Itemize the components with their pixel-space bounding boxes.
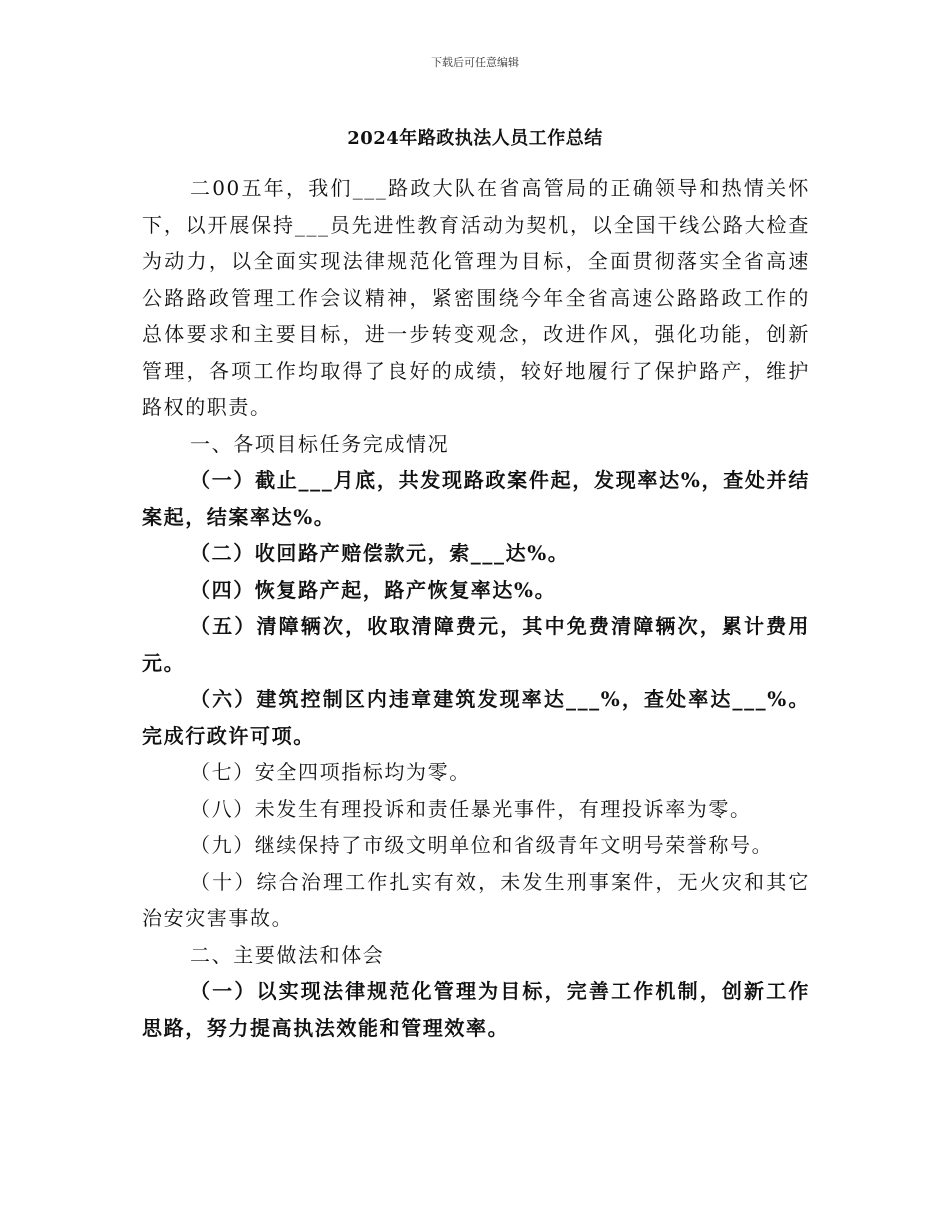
header-note: 下载后可任意编辑 bbox=[431, 56, 519, 69]
list-item-2: （二）收回路产赔偿款元，索___达%。 bbox=[190, 541, 570, 565]
section-heading-1: 一、各项目标任务完成情况 bbox=[190, 431, 450, 456]
method-item-1: （一）以实现法律规范化管理为目标，完善工作机制，创新工作思路，努力提高执法效能和管理效率。 bbox=[142, 979, 810, 1040]
intro-paragraph: 二00五年，我们___路政大队在省高管局的正确领导和热情关怀下，以开展保持___员先进性教育活动为契机，以全国干线公路大检查为动力，以全面实现法律规范化管理为目标，全面贯彻落实全省高速公路路政管理工作会议精神，紧密围绕今年全省高速公路路政工作的总体要求和主要目标，进一步转变观念，改进作风，强化功能，创新管理，各项工作均取得了良好的成绩，较好地履行了保护路产，维护路权的职责。 bbox=[142, 176, 810, 419]
list-item-4: （四）恢复路产起，路产恢复率达%。 bbox=[190, 577, 557, 602]
section-heading-2: 二、主要做法和体会 bbox=[190, 942, 385, 967]
document-body bbox=[142, 170, 810, 1046]
list-item-1: （一）截止___月底，共发现路政案件起，发现率达%，查处并结案起，结案率达%。 bbox=[142, 468, 810, 529]
document-title: 2024年路政执法人员工作总结 bbox=[347, 128, 603, 149]
list-item-5: （五）清障辆次，收取清障费元，其中免费清障辆次，累计费用元。 bbox=[142, 614, 810, 675]
list-item-10: （十）综合治理工作扎实有效，未发生刑事案件，无火灾和其它治安灾害事故。 bbox=[142, 869, 810, 930]
list-item-7: （七）安全四项指标均为零。 bbox=[190, 760, 471, 784]
list-item-6: （六）建筑控制区内违章建筑发现率达___%，查处率达___%。完成行政许可项。 bbox=[142, 687, 810, 748]
list-item-9: （九）继续保持了市级文明单位和省级青年文明号荣誉称号。 bbox=[190, 833, 774, 857]
list-item-8: （八）未发生有理投诉和责任暴光事件，有理投诉率为零。 bbox=[190, 796, 752, 821]
